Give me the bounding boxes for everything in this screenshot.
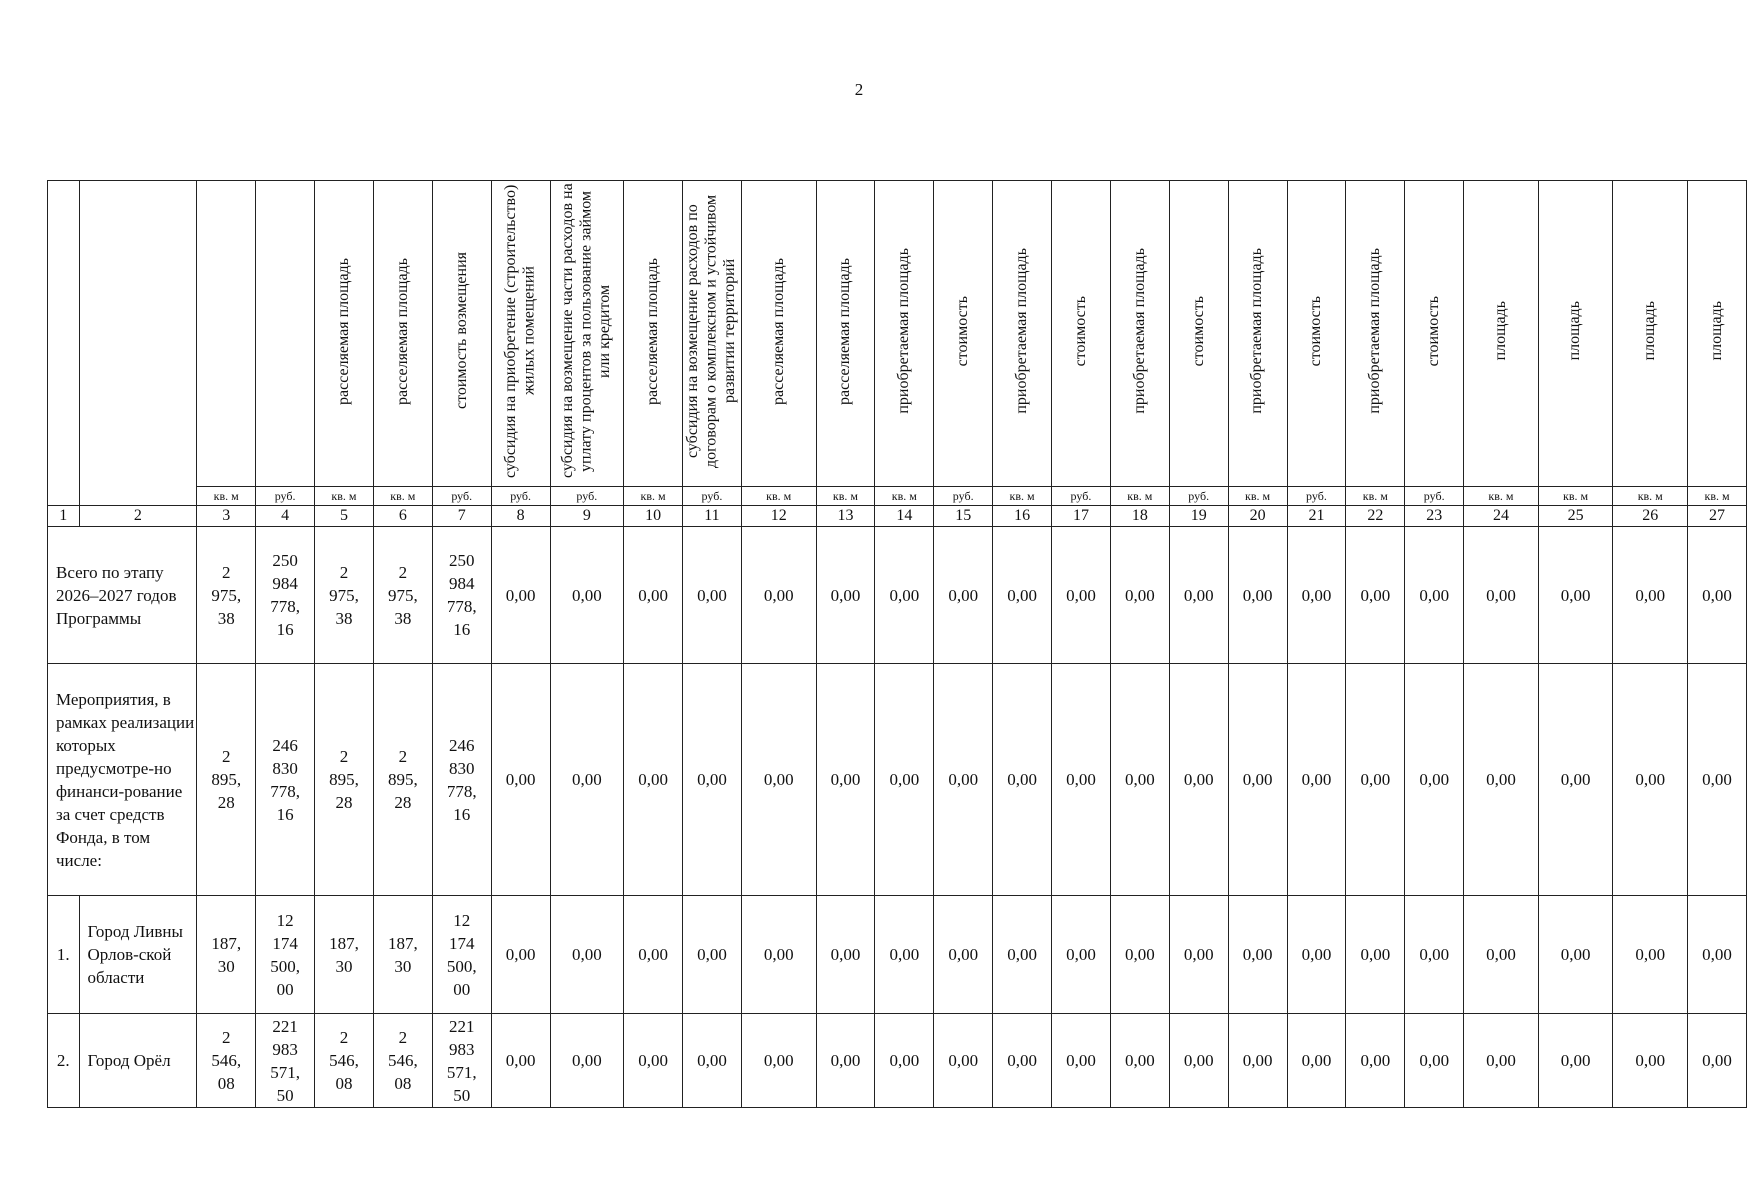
table-cell: 0,00 — [550, 1014, 624, 1108]
table-cell: 0,00 — [1169, 527, 1228, 664]
column-number: 24 — [1464, 506, 1539, 527]
column-header-label: расселяемая площадь — [836, 257, 854, 405]
table-cell: 0,00 — [1052, 527, 1111, 664]
column-unit: руб. — [432, 487, 491, 506]
column-number: 7 — [432, 506, 491, 527]
program-table — [47, 180, 1747, 1108]
column-header — [1052, 181, 1111, 487]
column-number: 2 — [79, 506, 197, 527]
column-header-label: приобретаемая площадь — [1248, 248, 1266, 414]
column-number: 9 — [550, 506, 624, 527]
column-unit: руб. — [1405, 487, 1464, 506]
column-unit: кв. м — [993, 487, 1052, 506]
table-cell: 2 895, 28 — [315, 664, 374, 896]
column-number: 3 — [197, 506, 256, 527]
page-number: 2 — [854, 80, 864, 99]
column-header-label: приобретаемая площадь — [1012, 248, 1030, 414]
column-header — [197, 181, 256, 487]
table-cell: 0,00 — [624, 527, 683, 664]
table-cell: 0,00 — [1464, 1014, 1539, 1108]
column-number: 12 — [741, 506, 816, 527]
table-cell: 0,00 — [1405, 527, 1464, 664]
table-cell: 0,00 — [1538, 1014, 1613, 1108]
table-cell: 0,00 — [1464, 527, 1539, 664]
column-header — [816, 181, 875, 487]
table-row — [48, 664, 1747, 896]
column-header — [683, 181, 742, 487]
column-header — [1613, 181, 1688, 487]
table-row — [48, 527, 1747, 664]
column-unit: руб. — [550, 487, 624, 506]
column-number: 8 — [491, 506, 550, 527]
table-cell: 0,00 — [1613, 896, 1688, 1014]
table-cell: 250 984 778, 16 — [432, 527, 491, 664]
table-cell: 0,00 — [550, 664, 624, 896]
column-unit: кв. м — [1110, 487, 1169, 506]
table-cell: 0,00 — [1688, 896, 1747, 1014]
column-header-label: стоимость возмещения — [452, 252, 470, 410]
table-cell: 0,00 — [1613, 1014, 1688, 1108]
table-cell: 0,00 — [1538, 527, 1613, 664]
table-cell: 2 546, 08 — [315, 1014, 374, 1108]
table-cell: 0,00 — [875, 1014, 934, 1108]
table-cell: 0,00 — [683, 1014, 742, 1108]
column-unit: кв. м — [741, 487, 816, 506]
table-cell: 0,00 — [934, 527, 993, 664]
column-number: 6 — [373, 506, 432, 527]
table-cell: 2 975, 38 — [373, 527, 432, 664]
column-header-label: приобретаемая площадь — [1366, 248, 1384, 414]
column-header — [550, 181, 624, 487]
table-cell: 12 174 500, 00 — [256, 896, 315, 1014]
table-cell: 0,00 — [1346, 527, 1405, 664]
column-header — [1228, 181, 1287, 487]
column-header-label: приобретаемая площадь — [895, 248, 913, 414]
table-cell: 0,00 — [1228, 1014, 1287, 1108]
table-cell: 0,00 — [1110, 664, 1169, 896]
column-number: 15 — [934, 506, 993, 527]
table-cell: 0,00 — [1613, 527, 1688, 664]
column-number: 14 — [875, 506, 934, 527]
column-unit: руб. — [256, 487, 315, 506]
table-cell: 0,00 — [741, 664, 816, 896]
column-header-label: субсидия на приобретение (строительство) жилых помещений — [502, 184, 538, 478]
table-cell: 2 546, 08 — [373, 1014, 432, 1108]
row-name: Всего по этапу 2026–2027 годов Программы — [48, 527, 197, 664]
column-unit: кв. м — [1464, 487, 1539, 506]
table-cell: 0,00 — [816, 527, 875, 664]
column-header — [491, 181, 550, 487]
column-unit: руб. — [1169, 487, 1228, 506]
row-name: Город Орёл — [79, 1014, 197, 1108]
column-number: 19 — [1169, 506, 1228, 527]
table-cell: 12 174 500, 00 — [432, 896, 491, 1014]
column-unit: кв. м — [1228, 487, 1287, 506]
table-cell: 187, 30 — [373, 896, 432, 1014]
table-cell: 0,00 — [1169, 664, 1228, 896]
column-number: 10 — [624, 506, 683, 527]
column-number-row — [48, 506, 1747, 527]
row-name: Город Ливны Орлов-ской области — [79, 896, 197, 1014]
table-cell: 0,00 — [683, 527, 742, 664]
table-cell: 0,00 — [1405, 1014, 1464, 1108]
column-number: 16 — [993, 506, 1052, 527]
table-cell: 0,00 — [875, 527, 934, 664]
column-header — [256, 181, 315, 487]
row-index: 2. — [48, 1014, 80, 1108]
table-cell: 0,00 — [741, 1014, 816, 1108]
column-header-label: площадь — [1641, 301, 1659, 361]
table-cell: 0,00 — [1464, 896, 1539, 1014]
table-cell: 0,00 — [1688, 527, 1747, 664]
column-number: 20 — [1228, 506, 1287, 527]
table-cell: 0,00 — [1464, 664, 1539, 896]
table-cell: 187, 30 — [315, 896, 374, 1014]
column-number: 13 — [816, 506, 875, 527]
table-cell: 0,00 — [1346, 664, 1405, 896]
table-cell: 0,00 — [1052, 1014, 1111, 1108]
column-unit: кв. м — [816, 487, 875, 506]
table-cell: 0,00 — [741, 896, 816, 1014]
table-cell: 2 546, 08 — [197, 1014, 256, 1108]
table-cell: 187, 30 — [197, 896, 256, 1014]
column-unit: руб. — [1052, 487, 1111, 506]
table-cell: 0,00 — [1110, 527, 1169, 664]
column-header-label: расселяемая площадь — [643, 257, 661, 405]
column-header — [875, 181, 934, 487]
table-cell: 0,00 — [1287, 664, 1346, 896]
table-cell: 0,00 — [934, 664, 993, 896]
table-cell: 0,00 — [1052, 664, 1111, 896]
column-header — [373, 181, 432, 487]
table-cell: 0,00 — [816, 896, 875, 1014]
column-unit: кв. м — [315, 487, 374, 506]
table-cell: 0,00 — [1287, 527, 1346, 664]
column-header-label: стоимость — [1425, 295, 1442, 367]
column-header-label: площадь — [1566, 301, 1584, 361]
table-cell: 0,00 — [491, 1014, 550, 1108]
table-cell: 0,00 — [550, 527, 624, 664]
table-cell: 0,00 — [816, 1014, 875, 1108]
unit-row — [48, 487, 1747, 506]
table-cell: 0,00 — [624, 896, 683, 1014]
table-cell: 0,00 — [875, 664, 934, 896]
row-index: 1. — [48, 896, 80, 1014]
table-cell: 0,00 — [491, 664, 550, 896]
column-header — [624, 181, 683, 487]
table-row — [48, 896, 1747, 1014]
column-header — [48, 181, 80, 487]
table-cell: 0,00 — [683, 664, 742, 896]
column-header — [1464, 181, 1539, 487]
table-cell: 0,00 — [1688, 664, 1747, 896]
column-header — [1169, 181, 1228, 487]
column-unit: кв. м — [1538, 487, 1613, 506]
column-header-label: площадь — [1491, 301, 1509, 361]
column-header — [1688, 181, 1747, 487]
column-unit: кв. м — [197, 487, 256, 506]
table-cell: 0,00 — [550, 896, 624, 1014]
table-cell: 2 975, 38 — [197, 527, 256, 664]
table-cell: 2 975, 38 — [315, 527, 374, 664]
column-header-label: площадь — [1707, 301, 1725, 361]
column-unit: кв. м — [1688, 487, 1747, 506]
column-header — [993, 181, 1052, 487]
table-cell: 0,00 — [491, 527, 550, 664]
column-number: 22 — [1346, 506, 1405, 527]
column-number: 23 — [1405, 506, 1464, 527]
table-container — [47, 180, 1732, 1110]
table-cell: 2 895, 28 — [197, 664, 256, 896]
column-header — [934, 181, 993, 487]
table-cell: 0,00 — [816, 664, 875, 896]
row-name: Мероприятия, в рамках реализации которых предусмотре-но финанси-рование за счет средств Фонда, в том числе: — [48, 664, 197, 896]
column-unit: кв. м — [1613, 487, 1688, 506]
column-header-label: субсидия на возмещение части расходов на уплату процентов за пользование займом или кредитом — [559, 183, 614, 479]
table-cell: 0,00 — [934, 1014, 993, 1108]
column-unit: руб. — [491, 487, 550, 506]
column-header-label: расселяемая площадь — [334, 257, 352, 405]
column-header-label: расселяемая площадь — [393, 257, 411, 405]
column-unit: кв. м — [875, 487, 934, 506]
table-cell: 221 983 571, 50 — [256, 1014, 315, 1108]
column-number: 1 — [48, 506, 80, 527]
column-header-label: субсидия на возмещение расходов по договорам о комплексном и устойчивом развитии территорий — [684, 194, 739, 468]
column-header — [1346, 181, 1405, 487]
column-header-label: расселяемая площадь — [769, 257, 787, 405]
column-number: 27 — [1688, 506, 1747, 527]
table-cell: 0,00 — [624, 664, 683, 896]
column-number: 17 — [1052, 506, 1111, 527]
column-unit — [79, 487, 197, 506]
table-cell: 0,00 — [741, 527, 816, 664]
column-unit: кв. м — [373, 487, 432, 506]
table-cell: 0,00 — [993, 896, 1052, 1014]
table-cell: 0,00 — [1169, 896, 1228, 1014]
column-header — [1287, 181, 1346, 487]
table-cell: 0,00 — [624, 1014, 683, 1108]
table-cell: 0,00 — [1287, 896, 1346, 1014]
column-number: 18 — [1110, 506, 1169, 527]
column-header — [79, 181, 197, 487]
table-cell: 250 984 778, 16 — [256, 527, 315, 664]
table-cell: 0,00 — [993, 527, 1052, 664]
column-number: 21 — [1287, 506, 1346, 527]
column-header-label: стоимость — [954, 295, 971, 367]
table-cell: 2 895, 28 — [373, 664, 432, 896]
column-header — [432, 181, 491, 487]
column-unit: кв. м — [1346, 487, 1405, 506]
column-header — [741, 181, 816, 487]
table-cell: 0,00 — [1110, 1014, 1169, 1108]
table-cell: 0,00 — [1538, 896, 1613, 1014]
table-cell: 0,00 — [683, 896, 742, 1014]
column-number: 4 — [256, 506, 315, 527]
column-header-label: стоимость — [1071, 295, 1089, 367]
column-header — [1538, 181, 1613, 487]
column-unit — [48, 487, 80, 506]
column-header-label: стоимость — [1307, 295, 1325, 367]
column-header — [1110, 181, 1169, 487]
table-cell: 0,00 — [1405, 664, 1464, 896]
column-unit: руб. — [1287, 487, 1346, 506]
column-header-label: стоимость — [1189, 295, 1207, 367]
table-cell: 0,00 — [1688, 1014, 1747, 1108]
table-cell: 0,00 — [1405, 896, 1464, 1014]
table-cell: 221 983 571, 50 — [432, 1014, 491, 1108]
table-cell: 0,00 — [1052, 896, 1111, 1014]
column-unit: руб. — [683, 487, 742, 506]
table-cell: 0,00 — [1346, 1014, 1405, 1108]
table-cell: 0,00 — [875, 896, 934, 1014]
table-cell: 0,00 — [993, 1014, 1052, 1108]
table-cell: 0,00 — [1228, 896, 1287, 1014]
table-cell: 0,00 — [993, 664, 1052, 896]
table-cell: 246 830 778, 16 — [256, 664, 315, 896]
table-cell: 0,00 — [491, 896, 550, 1014]
table-cell: 0,00 — [1287, 1014, 1346, 1108]
table-cell: 246 830 778, 16 — [432, 664, 491, 896]
table-cell: 0,00 — [1169, 1014, 1228, 1108]
column-number: 11 — [683, 506, 742, 527]
column-number: 26 — [1613, 506, 1688, 527]
column-number: 25 — [1538, 506, 1613, 527]
column-unit: кв. м — [624, 487, 683, 506]
table-cell: 0,00 — [1228, 664, 1287, 896]
column-header — [1405, 181, 1464, 487]
column-header — [315, 181, 374, 487]
table-cell: 0,00 — [1346, 896, 1405, 1014]
table-cell: 0,00 — [1228, 527, 1287, 664]
header-label-row — [48, 181, 1747, 487]
table-cell: 0,00 — [1110, 896, 1169, 1014]
table-row — [48, 1014, 1747, 1108]
column-number: 5 — [315, 506, 374, 527]
column-unit: руб. — [934, 487, 993, 506]
column-header-label: приобретаемая площадь — [1130, 248, 1148, 414]
table-cell: 0,00 — [934, 896, 993, 1014]
table-cell: 0,00 — [1613, 664, 1688, 896]
table-cell: 0,00 — [1538, 664, 1613, 896]
